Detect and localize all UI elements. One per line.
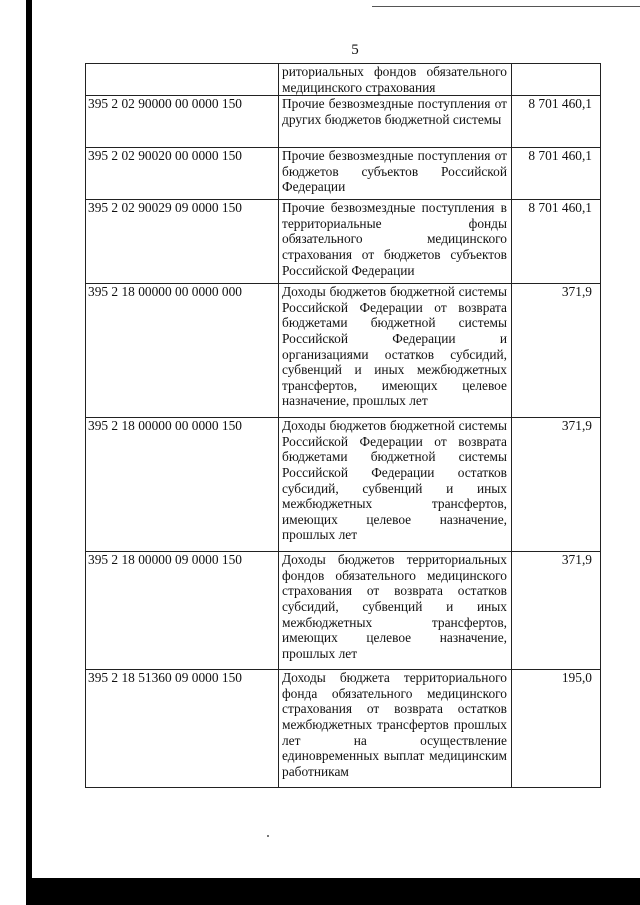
page-number: 5 bbox=[351, 42, 359, 58]
table-row bbox=[86, 148, 601, 200]
revenue-description: Прочие безвозмездные поступления от других бюджетов бюджетной системы bbox=[279, 96, 512, 148]
table-row bbox=[86, 670, 601, 788]
budget-code: 395 2 18 00000 00 0000 150 bbox=[86, 418, 279, 552]
amount: 8 701 460,1 bbox=[512, 96, 601, 148]
amount: 371,9 bbox=[512, 284, 601, 418]
budget-code: 395 2 02 90020 00 0000 150 bbox=[86, 148, 279, 200]
amount: 8 701 460,1 bbox=[512, 200, 601, 284]
revenue-description: Доходы бюджетов бюджетной системы Российской Федерации от возврата бюджетами бюджетной системы Российской Федерации остатков субсидий, субвенций и иных межбюджетных трансфертов, имеющих целевое назначение, прошлых лет bbox=[279, 418, 512, 552]
revenue-description: Доходы бюджетов бюджетной системы Российской Федерации от возврата бюджетами бюджетной системы Российской Федерации и организациями остатков субсидий, субвенций и иных межбюджетных трансфертов, имеющих целевое назначение, прошлых лет bbox=[279, 284, 512, 418]
table-row bbox=[86, 64, 601, 96]
scan-speck bbox=[267, 835, 269, 837]
budget-code bbox=[86, 64, 279, 96]
revenue-description: Доходы бюджета территориального фонда обязательного медицинского страхования от возврата остатков межбюджетных трансфертов прошлых лет на осуществление единовременных выплат медицинским работникам bbox=[279, 670, 512, 788]
scan-top-line bbox=[372, 6, 640, 7]
budget-code: 395 2 18 00000 00 0000 000 bbox=[86, 284, 279, 418]
amount: 195,0 bbox=[512, 670, 601, 788]
amount: 8 701 460,1 bbox=[512, 148, 601, 200]
budget-code: 395 2 18 00000 09 0000 150 bbox=[86, 552, 279, 670]
revenue-description: риториальных фондов обязательного медицинского страхования bbox=[279, 64, 512, 96]
revenue-description: Доходы бюджетов территориальных фондов обязательного медицинского страхования от возврата остатков субсидий, субвенций и иных межбюджетных трансфертов, имеющих целевое назначение, прошлых лет bbox=[279, 552, 512, 670]
amount: 371,9 bbox=[512, 418, 601, 552]
scan-bottom-border bbox=[26, 878, 640, 905]
budget-code: 395 2 02 90000 00 0000 150 bbox=[86, 96, 279, 148]
budget-code: 395 2 18 51360 09 0000 150 bbox=[86, 670, 279, 788]
revenue-table bbox=[85, 63, 601, 788]
table-row bbox=[86, 418, 601, 552]
revenue-description: Прочие безвозмездные поступления в территориальные фонды обязательного медицинского страхования от бюджетов субъектов Российской Федерации bbox=[279, 200, 512, 284]
table-row bbox=[86, 552, 601, 670]
table-row bbox=[86, 96, 601, 148]
amount: 371,9 bbox=[512, 552, 601, 670]
scan-left-border bbox=[26, 0, 32, 880]
revenue-description: Прочие безвозмездные поступления от бюджетов субъектов Российской Федерации bbox=[279, 148, 512, 200]
table-row bbox=[86, 284, 601, 418]
amount bbox=[512, 64, 601, 96]
budget-code: 395 2 02 90029 09 0000 150 bbox=[86, 200, 279, 284]
table-row bbox=[86, 200, 601, 284]
